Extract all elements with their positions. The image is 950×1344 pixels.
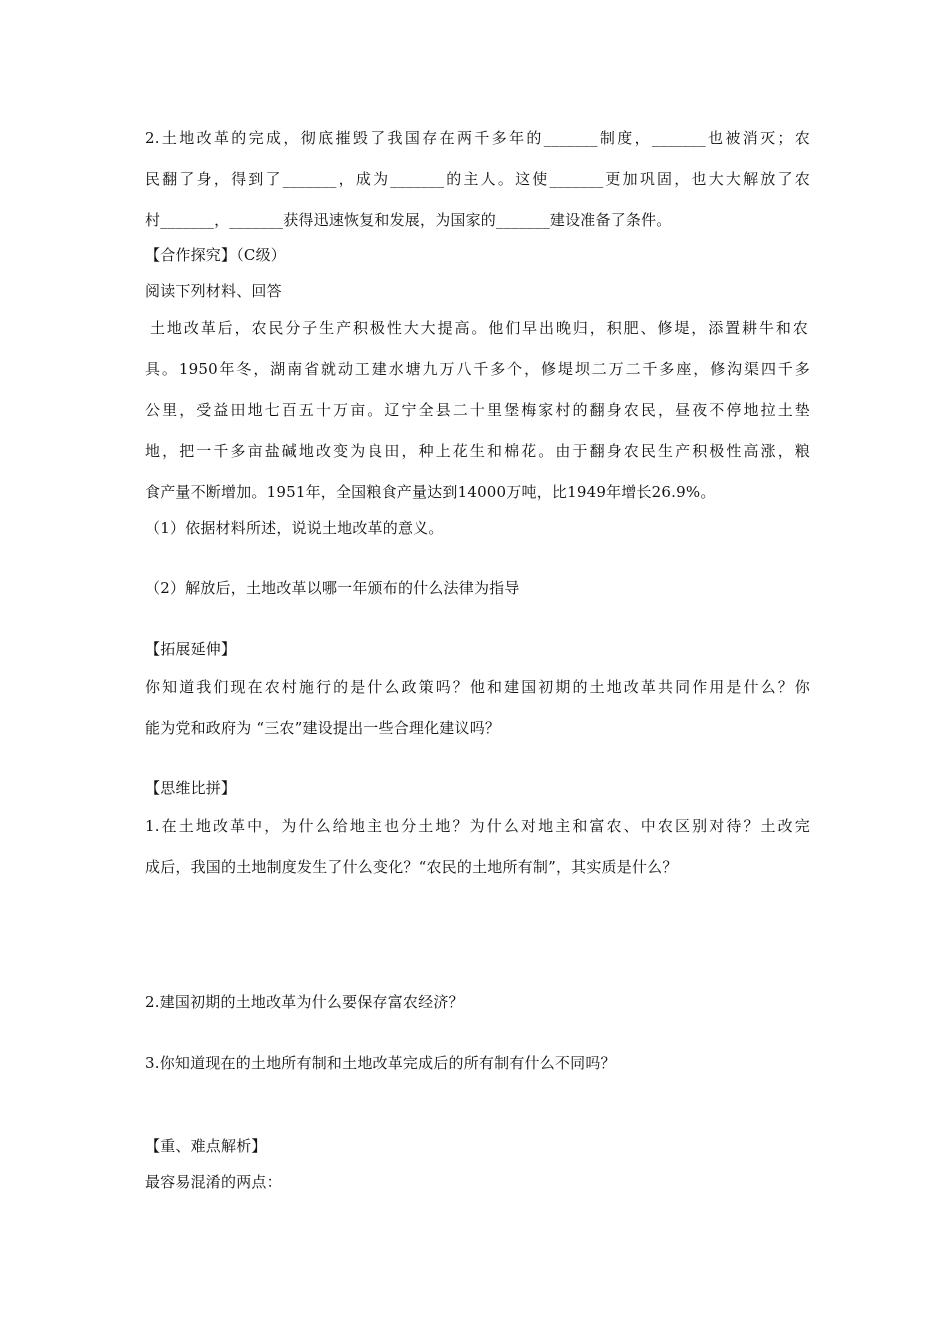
thinking-question-3: 3.你知道现在的土地所有制和土地改革完成后的所有制有什么不同吗？ (145, 1054, 616, 1072)
material-line-4: 地，把一千多亩盐碱地改变为良田，种上花生和棉花。由于翻身农民生产积极性高涨，粮 (145, 442, 810, 460)
extension-line-1: 你知道我们现在农村施行的是什么政策吗？他和建国初期的土地改革共同作用是什么？你 (145, 678, 810, 696)
cooperation-instruction: 阅读下列材料、回答 (145, 282, 282, 300)
thinking-question-2: 2.建国初期的土地改革为什么要保存富农经济？ (145, 993, 464, 1011)
extension-line-2: 能为党和政府为 “三农”建设提出一些合理化建议吗？ (145, 719, 501, 737)
thinking-heading: 【思维比拼】 (145, 779, 237, 797)
analysis-line-1: 最容易混淆的两点： (145, 1173, 282, 1191)
thinking-question-1-line-1: 1.在土地改革中，为什么给地主也分土地？为什么对地主和富农、中农区别对待？土改完 (145, 817, 810, 835)
material-line-1: 土地改革后，农民分子生产积极性大大提高。他们早出晚归，积肥、修堤，添置耕牛和农 (150, 319, 808, 337)
material-line-2: 具。1950年冬，湖南省就动工建水塘九万八千多个，修堤坝二万二千多座，修沟渠四千多 (145, 360, 810, 378)
cooperation-question-2: （2）解放后，土地改革以哪一年颁布的什么法律为指导 (145, 579, 520, 597)
material-line-3: 公里，受益田地七百五十万亩。辽宁全县二十里堡梅家村的翻身农民，昼夜不停地拉土垫 (145, 401, 810, 419)
material-line-5: 食产量不断增加。1951年，全国粮食产量达到14000万吨，比1949年增长26.9%。 (145, 483, 716, 501)
thinking-question-1-line-2: 成后，我国的土地制度发生了什么变化？“农民的土地所有制”，其实质是什么？ (145, 858, 678, 876)
cooperation-heading: 【合作探究】（C级） (145, 246, 286, 264)
extension-heading: 【拓展延伸】 (145, 640, 237, 658)
question-2-line-1: 2.土地改革的完成，彻底摧毁了我国存在两千多年的_______制度，_______也被消灭；农 (145, 129, 810, 147)
analysis-heading: 【重、难点解析】 (145, 1137, 267, 1155)
question-2-line-3: 村_______，_______获得迅速恢复和发展，为国家的_______建设准备了条件。 (145, 211, 672, 229)
cooperation-question-1: （1）依据材料所述，说说土地改革的意义。 (145, 519, 444, 537)
question-2-line-2: 民翻了身，得到了_______，成为_______的主人。这使_______更加巩固，也大大解放了农 (145, 170, 810, 188)
